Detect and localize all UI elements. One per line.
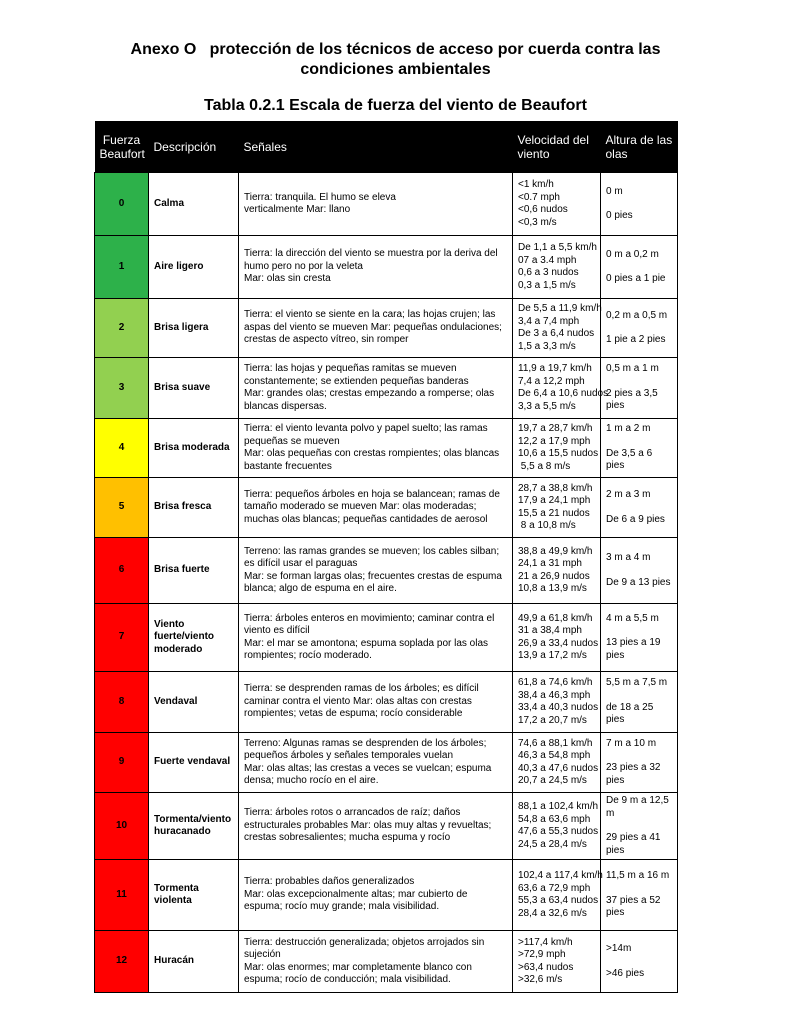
table-row: [95, 173, 678, 236]
description-cell: Brisa fuerte: [149, 538, 239, 604]
speed-value: >63,4 nudos: [518, 961, 574, 973]
speed-value: 24,5 a 28,4 m/s: [518, 838, 587, 850]
table-row: [95, 931, 678, 993]
speed-value: <0,3 m/s: [518, 216, 557, 228]
speed-value: <1 km/h: [518, 179, 554, 190]
table-row: [95, 793, 678, 860]
speed-value: 38,4 a 46,3 mph: [518, 689, 591, 701]
wave-height-meters: 1 m a 2 m: [606, 423, 651, 435]
speed-value: 28,7 a 38,8 km/h: [518, 482, 593, 494]
speed-value: <0,6 nudos: [518, 204, 568, 215]
wave-height-meters: >14m: [606, 943, 632, 954]
description-cell: Brisa fresca: [149, 478, 239, 538]
speed-value: <0.7 mph: [518, 191, 560, 203]
table-row: [95, 860, 678, 931]
table-row: [95, 236, 678, 299]
wave-height-feet: 29 pies a 41 pies: [606, 832, 661, 856]
description-cell: Viento fuerte/viento moderado: [149, 604, 239, 672]
signs-cell: Terreno: Algunas ramas se desprenden de los árboles; pequeños árboles y señales temporales vuelan Mar: olas altas; las crestas a veces se vuelcan; espuma densa; mucho rocío en el aire.: [239, 733, 513, 793]
table-row: [95, 538, 678, 604]
speed-value: 47,6 a 55,3 nudos: [518, 826, 599, 837]
wave-height-meters: 11,5 m a 16 m: [606, 870, 670, 882]
signs-cell: Tierra: el viento levanta polvo y papel suelto; las ramas pequeñas se mueven Mar: olas pequeñas con crestas rompientes; olas blancas bastante frecuentes: [239, 419, 513, 478]
force-cell: 3: [95, 358, 149, 419]
wave-height-feet: 37 pies a 52 pies: [606, 894, 661, 919]
speed-value: 11,9 a 19,7 km/h: [518, 363, 592, 374]
speed-value: 17,9 a 24,1 mph: [518, 495, 591, 506]
table-row: [95, 733, 678, 793]
wave-height-cell: [601, 358, 678, 419]
speed-value: 12,2 a 17,9 mph: [518, 435, 591, 447]
wave-height-meters: 7 m a 10 m: [606, 737, 657, 749]
wave-height-meters: 2 m a 3 m: [606, 489, 651, 500]
wave-height-feet: 13 pies a 19 pies: [606, 637, 661, 661]
signs-cell: Terreno: las ramas grandes se mueven; los cables silban; es difícil usar el paraguas Mar: se forman largas olas; frecuentes crestas de espuma blanca; algo de espuma en el aire.: [239, 538, 513, 604]
speed-cell: [513, 358, 609, 419]
wave-height-feet: de 18 a 25 pies: [606, 701, 654, 726]
description-cell: Huracán: [149, 931, 239, 993]
wave-height-cell: [601, 672, 678, 733]
wave-height-meters: 3 m a 4 m: [606, 552, 651, 563]
wave-height-cell: [601, 860, 678, 931]
description-cell: Tormenta/viento huracanado: [149, 793, 239, 860]
speed-value: De 1,1 a 5,5 km/h: [518, 242, 597, 253]
speed-value: 54,8 a 63,6 mph: [518, 813, 591, 825]
force-cell: 8: [95, 672, 149, 733]
speed-cell: [513, 299, 601, 358]
header-force: Fuerza Beaufort: [95, 121, 149, 173]
signs-cell: Tierra: pequeños árboles en hoja se balancean; ramas de tamaño moderado se mueven Mar: olas moderadas; muchas olas blancas; pequeñas cantidades de aerosol: [239, 478, 513, 538]
wave-height-feet: 2 pies a 3,5 pies: [606, 387, 658, 412]
wave-height-meters: 5,5 m a 7,5 m: [606, 677, 668, 689]
force-cell: 6: [95, 538, 149, 604]
description-cell: Tormenta violenta: [149, 860, 239, 931]
speed-cell: [513, 173, 601, 236]
speed-value: 0,6 a 3 nudos: [518, 267, 579, 278]
annex-title: [0, 40, 791, 80]
speed-value: 46,3 a 54,8 mph: [518, 750, 591, 761]
speed-cell: [513, 860, 601, 931]
speed-value: 88,1 a 102,4 km/h: [518, 801, 599, 812]
speed-value: 49,9 a 61,8 km/h: [518, 612, 593, 624]
table-row: [95, 419, 678, 478]
wave-height-cell: [601, 733, 678, 793]
speed-value: 07 a 3.4 mph: [518, 254, 577, 266]
speed-value: 5,5 a 8 m/s: [518, 460, 571, 472]
speed-value: 28,4 a 32,6 m/s: [518, 907, 587, 919]
wave-height-cell: [601, 173, 678, 236]
wave-height-cell: [601, 604, 678, 672]
table-body: [95, 173, 678, 993]
speed-value: 74,6 a 88,1 km/h: [518, 737, 593, 749]
speed-cell: [513, 236, 601, 299]
force-cell: 10: [95, 793, 149, 860]
wave-height-feet: De 6 a 9 pies: [606, 513, 665, 525]
speed-cell: [513, 793, 601, 860]
signs-cell: Tierra: las hojas y pequeñas ramitas se mueven constantemente; se extienden pequeñas banderas Mar: grandes olas; crestas empezando a romperse; olas blancas dispersas.: [239, 358, 513, 419]
table-row: [95, 672, 678, 733]
wave-height-meters: 0,5 m a 1 m: [606, 363, 659, 375]
speed-value: 3,4 a 7,4 mph: [518, 315, 580, 327]
wave-height-cell: [601, 793, 678, 860]
wave-height-cell: [601, 419, 678, 478]
speed-value: 24,1 a 31 mph: [518, 558, 582, 569]
signs-cell: Tierra: la dirección del viento se muestra por la deriva del humo pero no por la veleta Mar: olas sin cresta: [239, 236, 513, 299]
speed-value: 19,7 a 28,7 km/h: [518, 423, 593, 434]
speed-cell: [513, 672, 601, 733]
wave-height-cell: [601, 478, 678, 538]
signs-cell: Tierra: árboles enteros en movimiento; caminar contra el viento es difícil Mar: el mar se amontona; espuma soplada por las olas rompientes; rocío moderado.: [239, 604, 513, 672]
speed-value: 21 a 26,9 nudos: [518, 570, 590, 582]
signs-cell: Tierra: probables daños generalizados Mar: olas excepcionalmente altas; mar cubierto de espuma; rocío muy grande; mala visibilidad.: [239, 860, 513, 931]
wave-height-meters: 4 m a 5,5 m: [606, 612, 659, 624]
wave-height-feet: De 9 a 13 pies: [606, 576, 671, 588]
force-cell: 7: [95, 604, 149, 672]
speed-cell: [513, 733, 601, 793]
annex-title-line1: Anexo O protección de los técnicos de acceso por cuerda contra las: [130, 41, 661, 58]
description-cell: Brisa ligera: [149, 299, 239, 358]
wave-height-feet: 1 pie a 2 pies: [606, 334, 666, 345]
table-row: [95, 604, 678, 672]
speed-value: 0,3 a 1,5 m/s: [518, 279, 576, 291]
signs-cell: Tierra: árboles rotos o arrancados de raíz; daños estructurales probables Mar: olas muy altas y revueltas; crestas sobresalientes; mucha espuma y rocío: [239, 793, 513, 860]
wave-height-meters: 0 m a 0,2 m: [606, 248, 659, 260]
speed-value: 61,8 a 74,6 km/h: [518, 677, 593, 688]
force-cell: 0: [95, 173, 149, 236]
description-cell: Brisa moderada: [149, 419, 239, 478]
speed-value: 8 a 10,8 m/s: [518, 520, 576, 531]
speed-value: 26,9 a 33,4 nudos: [518, 637, 599, 649]
speed-value: 20,7 a 24,5 m/s: [518, 775, 587, 786]
description-cell: Fuerte vendaval: [149, 733, 239, 793]
speed-value: 3,3 a 5,5 m/s: [518, 400, 576, 412]
table-row: [95, 358, 678, 419]
wave-height-meters: De 9 m a 12,5 m: [606, 795, 669, 819]
speed-value: >72,9 mph: [518, 949, 566, 960]
speed-value: 10,6 a 15,5 nudos: [518, 448, 599, 459]
wave-height-feet: 0 pies a 1 pie: [606, 273, 666, 284]
header-speed: Velocidad del viento: [513, 121, 601, 173]
speed-value: 13,9 a 17,2 m/s: [518, 650, 587, 661]
description-cell: Vendaval: [149, 672, 239, 733]
wave-height-meters: 0 m: [606, 185, 623, 197]
speed-value: 31 a 38,4 mph: [518, 625, 582, 636]
speed-value: 7,4 a 12,2 mph: [518, 375, 585, 387]
speed-value: 15,5 a 21 nudos: [518, 507, 590, 519]
speed-cell: [513, 931, 601, 993]
speed-value: 102,4 a 117,4 km/h: [518, 870, 603, 881]
wave-height-feet: 23 pies a 32 pies: [606, 762, 661, 786]
speed-value: >32,6 m/s: [518, 974, 563, 985]
speed-value: 1,5 a 3,3 m/s: [518, 340, 576, 352]
speed-cell: [513, 604, 601, 672]
wave-height-feet: >46 pies: [606, 967, 645, 979]
force-cell: 11: [95, 860, 149, 931]
wave-height-cell: [601, 299, 678, 358]
annex-title-line2: condiciones ambientales: [300, 61, 491, 78]
speed-value: De 5,5 a 11,9 km/h: [518, 303, 602, 314]
force-cell: 2: [95, 299, 149, 358]
table-title: Tabla 0.2.1 Escala de fuerza del viento de Beaufort: [204, 97, 587, 114]
signs-cell: Tierra: se desprenden ramas de los árboles; es difícil caminar contra el viento Mar: olas altas con crestas rompientes; vetas de espuma; rocío considerable: [239, 672, 513, 733]
wave-height-cell: [601, 236, 678, 299]
wave-height-feet: De 3,5 a 6 pies: [606, 447, 653, 472]
description-cell: Brisa suave: [149, 358, 239, 419]
speed-value: 40,3 a 47,6 nudos: [518, 762, 599, 774]
wave-height-cell: [601, 538, 678, 604]
speed-value: 17,2 a 20,7 m/s: [518, 714, 587, 726]
speed-value: 55,3 a 63,4 nudos: [518, 895, 599, 906]
force-cell: 9: [95, 733, 149, 793]
speed-value: 63,6 a 72,9 mph: [518, 882, 591, 894]
force-cell: 12: [95, 931, 149, 993]
description-cell: Calma: [149, 173, 239, 236]
table-row: [95, 299, 678, 358]
wave-height-meters: 0,2 m a 0,5 m: [606, 309, 668, 321]
table-row: [95, 478, 678, 538]
wave-height-feet: 0 pies: [606, 210, 633, 221]
wave-height-cell: [601, 931, 678, 993]
speed-cell: [513, 538, 601, 604]
beaufort-table: [94, 121, 678, 993]
speed-value: De 3 a 6,4 nudos: [518, 328, 595, 339]
signs-cell: Tierra: el viento se siente en la cara; las hojas crujen; las aspas del viento se mueven Mar: pequeñas ondulaciones; crestas de aspecto vítreo, sin romper: [239, 299, 513, 358]
header-signs: Señales: [239, 121, 513, 173]
speed-value: De 6,4 a 10,6 nudos: [518, 388, 609, 399]
signs-cell: Tierra: tranquila. El humo se eleva verticalmente Mar: llano: [239, 173, 513, 236]
table-header-row: [95, 121, 678, 173]
header-description: Descripción: [149, 121, 239, 173]
speed-value: 38,8 a 49,9 km/h: [518, 545, 593, 557]
speed-value: >117,4 km/h: [518, 936, 573, 948]
speed-value: 10,8 a 13,9 m/s: [518, 583, 587, 594]
speed-cell: [513, 419, 601, 478]
force-cell: 1: [95, 236, 149, 299]
header-wave-height: Altura de las olas: [601, 121, 678, 173]
force-cell: 5: [95, 478, 149, 538]
speed-value: 33,4 a 40,3 nudos: [518, 702, 599, 713]
signs-cell: Tierra: destrucción generalizada; objetos arrojados sin sujeción Mar: olas enormes; mar completamente blanco con espuma; rocío de conducción; mala visibilidad.: [239, 931, 513, 993]
speed-cell: [513, 478, 601, 538]
force-cell: 4: [95, 419, 149, 478]
description-cell: Aire ligero: [149, 236, 239, 299]
